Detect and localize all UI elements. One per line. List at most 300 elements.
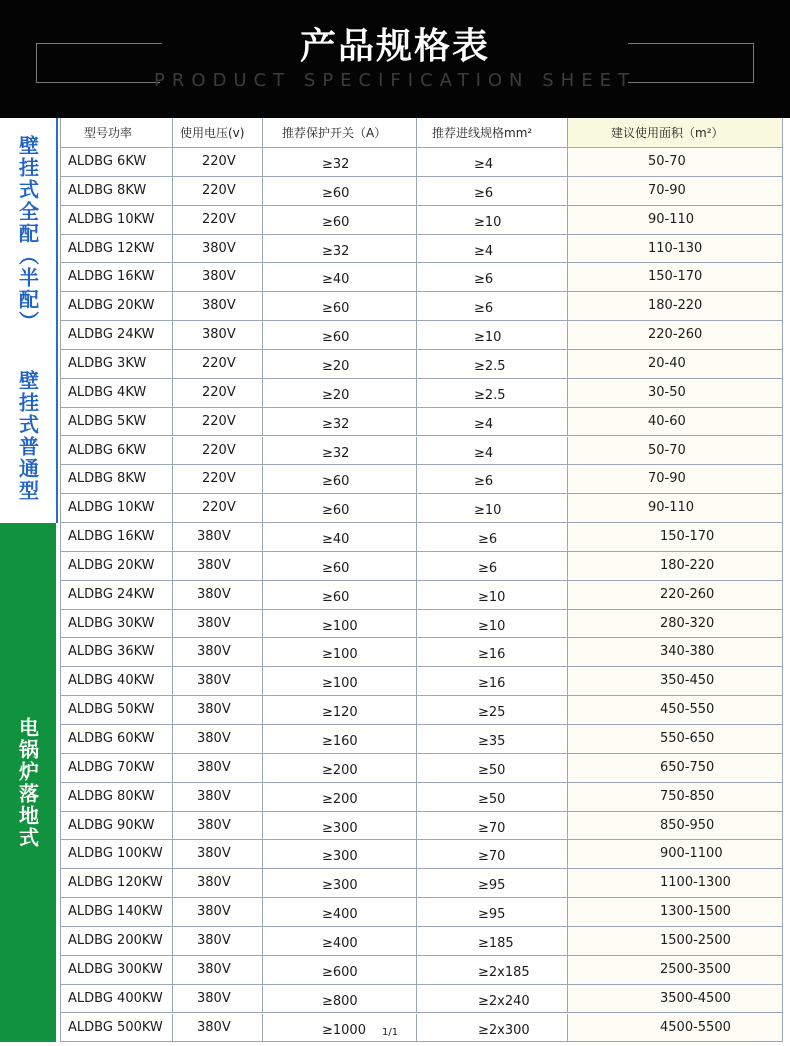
column-divider <box>416 1014 417 1043</box>
cell-model: ALDBG 80KW <box>68 788 155 804</box>
column-divider <box>567 177 568 206</box>
cell-model: ALDBG 5KW <box>68 413 147 429</box>
table-row <box>60 783 782 812</box>
column-divider <box>567 206 568 235</box>
cell-voltage: 380V <box>197 990 231 1006</box>
cell-area: 280-320 <box>660 615 715 631</box>
column-divider <box>416 638 417 667</box>
column-divider <box>416 552 417 581</box>
cell-cable: ≥10 <box>478 618 506 634</box>
cell-breaker: ≥32 <box>322 157 350 172</box>
cell-voltage: 380V <box>197 904 231 920</box>
column-divider <box>262 927 263 956</box>
column-divider <box>567 350 568 379</box>
column-divider <box>172 898 173 927</box>
page-title: 产品规格表 <box>299 26 490 67</box>
column-divider <box>567 725 568 754</box>
cell-model: ALDBG 3KW <box>68 355 147 371</box>
column-divider <box>567 754 568 783</box>
column-divider <box>172 581 173 610</box>
column-divider <box>567 812 568 841</box>
column-divider <box>262 177 263 206</box>
column-divider <box>416 350 417 379</box>
column-divider <box>416 956 417 985</box>
cell-area: 150-170 <box>660 529 715 545</box>
column-divider <box>172 725 173 754</box>
cell-breaker: ≥100 <box>322 618 358 634</box>
cell-cable: ≥2x240 <box>478 993 530 1009</box>
column-divider <box>567 465 568 494</box>
column-divider <box>262 696 263 725</box>
cell-breaker: ≥60 <box>322 503 350 519</box>
cell-model: ALDBG 10KW <box>68 500 155 516</box>
column-divider <box>262 667 263 696</box>
table-row <box>60 379 782 408</box>
cell-model: ALDBG 12KW <box>68 240 155 256</box>
cell-cable: ≥185 <box>478 935 514 951</box>
cell-area: 90-110 <box>648 211 695 227</box>
cell-model: ALDBG 24KW <box>68 586 155 602</box>
column-divider <box>172 437 173 466</box>
cell-area: 20-40 <box>648 355 686 371</box>
cell-model: ALDBG 16KW <box>68 529 155 545</box>
column-divider <box>262 263 263 292</box>
cell-breaker: ≥20 <box>322 387 350 403</box>
cell-area: 1500-2500 <box>660 932 731 948</box>
cell-breaker: ≥32 <box>322 416 350 432</box>
cell-model: ALDBG 20KW <box>68 298 155 314</box>
cell-breaker: ≥32 <box>322 243 350 259</box>
cell-area: 180-220 <box>660 557 715 573</box>
cell-voltage: 380V <box>197 932 231 948</box>
table-row <box>60 927 782 956</box>
cell-cable: ≥4 <box>474 416 494 432</box>
column-divider <box>262 408 263 437</box>
cell-area: 40-60 <box>648 413 686 429</box>
column-divider <box>172 610 173 639</box>
cell-area: 70-90 <box>648 182 686 198</box>
column-divider <box>416 321 417 350</box>
cell-cable: ≥6 <box>474 272 494 288</box>
column-divider <box>262 754 263 783</box>
cell-model: ALDBG 40KW <box>68 673 155 689</box>
cell-cable: ≥2x185 <box>478 964 530 980</box>
cell-cable: ≥4 <box>474 445 494 461</box>
cell-voltage: 380V <box>197 759 231 775</box>
table-row <box>60 292 782 321</box>
cell-model: ALDBG 20KW <box>68 557 155 573</box>
cell-breaker: ≥60 <box>322 185 350 201</box>
cell-voltage: 220V <box>202 182 236 198</box>
column-divider <box>416 292 417 321</box>
column-divider <box>262 783 263 812</box>
column-divider <box>172 379 173 408</box>
cell-model: ALDBG 300KW <box>68 961 163 977</box>
column-divider <box>567 494 568 523</box>
cell-cable: ≥6 <box>474 301 494 317</box>
cell-model: ALDBG 16KW <box>68 269 155 285</box>
cell-voltage: 380V <box>197 788 231 804</box>
column-divider <box>416 783 417 812</box>
header-rule-right-top <box>628 43 754 44</box>
cell-area: 50-70 <box>648 154 686 169</box>
cell-model: ALDBG 8KW <box>68 182 147 198</box>
column-divider <box>262 235 263 264</box>
column-divider <box>567 235 568 264</box>
group-label: 电锅炉落地式 <box>15 716 40 849</box>
column-divider <box>567 581 568 610</box>
cell-area: 3500-4500 <box>660 990 731 1006</box>
cell-model: ALDBG 8KW <box>68 471 147 487</box>
column-divider <box>416 754 417 783</box>
cell-model: ALDBG 30KW <box>68 615 155 631</box>
column-divider <box>416 118 417 148</box>
cell-voltage: 220V <box>202 355 236 371</box>
table-row <box>60 465 782 494</box>
cell-voltage: 380V <box>197 557 231 573</box>
column-divider <box>172 523 173 552</box>
column-divider <box>567 638 568 667</box>
column-divider <box>172 956 173 985</box>
cell-area: 150-170 <box>648 269 703 285</box>
column-divider <box>416 177 417 206</box>
column-divider <box>567 1014 568 1043</box>
cell-breaker: ≥300 <box>322 878 358 894</box>
column-divider <box>172 985 173 1014</box>
table-row <box>60 610 782 639</box>
column-divider <box>262 610 263 639</box>
cell-voltage: 220V <box>202 442 236 458</box>
column-divider <box>172 408 173 437</box>
cell-cable: ≥6 <box>478 532 498 548</box>
column-divider <box>567 263 568 292</box>
cell-voltage: 380V <box>202 327 236 343</box>
column-divider <box>567 610 568 639</box>
cell-voltage: 220V <box>202 413 236 429</box>
cell-voltage: 380V <box>202 298 236 314</box>
table-row <box>60 263 782 292</box>
column-divider <box>416 898 417 927</box>
cell-area: 550-650 <box>660 731 715 746</box>
cell-breaker: ≥400 <box>322 907 358 923</box>
cell-area: 1300-1500 <box>660 904 731 920</box>
column-divider <box>262 148 263 177</box>
column-divider <box>172 754 173 783</box>
cell-cable: ≥6 <box>478 560 498 576</box>
table-header-row <box>60 118 782 148</box>
cell-model: ALDBG 6KW <box>68 154 147 169</box>
cell-area: 350-450 <box>660 673 715 689</box>
cell-breaker: ≥600 <box>322 964 358 980</box>
cell-model: ALDBG 4KW <box>68 384 147 400</box>
column-divider <box>172 552 173 581</box>
group-label: 壁挂式全配（半配） <box>15 134 40 333</box>
table-row <box>60 956 782 985</box>
cell-area: 850-950 <box>660 817 715 833</box>
cell-voltage: 220V <box>202 211 236 227</box>
column-divider <box>416 840 417 869</box>
column-divider <box>567 696 568 725</box>
cell-voltage: 380V <box>197 961 231 977</box>
cell-area: 340-380 <box>660 644 715 660</box>
column-divider <box>416 523 417 552</box>
column-header-cable: 推荐进线规格mm² <box>432 126 533 140</box>
cell-breaker: ≥60 <box>322 560 350 576</box>
cell-area: 180-220 <box>648 298 703 314</box>
cell-voltage: 220V <box>202 154 236 169</box>
cell-model: ALDBG 100KW <box>68 846 163 862</box>
cell-area: 2500-3500 <box>660 961 731 977</box>
column-divider <box>262 437 263 466</box>
column-divider <box>567 321 568 350</box>
side-label-standard <box>0 350 58 523</box>
column-divider <box>416 667 417 696</box>
cell-cable: ≥10 <box>474 503 502 519</box>
table-row <box>60 638 782 667</box>
cell-cable: ≥95 <box>478 878 506 894</box>
header-rule-left-top <box>36 43 162 44</box>
cell-cable: ≥10 <box>474 214 502 230</box>
cell-model: ALDBG 50KW <box>68 702 155 718</box>
column-divider <box>172 321 173 350</box>
column-divider <box>262 494 263 523</box>
cell-voltage: 380V <box>197 586 231 602</box>
table-row <box>60 206 782 235</box>
cell-cable: ≥16 <box>478 647 506 663</box>
page-subtitle: PRODUCT SPECIFICATION SHEET <box>154 70 636 91</box>
column-divider <box>262 956 263 985</box>
cell-area: 70-90 <box>648 471 686 487</box>
column-divider <box>172 667 173 696</box>
table-row <box>60 667 782 696</box>
cell-area: 90-110 <box>648 500 695 516</box>
column-divider <box>567 667 568 696</box>
table-right-border <box>782 118 783 1042</box>
table-row <box>60 350 782 379</box>
column-divider <box>567 956 568 985</box>
cell-cable: ≥6 <box>474 474 494 490</box>
cell-cable: ≥4 <box>474 243 494 259</box>
column-divider <box>416 465 417 494</box>
column-divider <box>172 840 173 869</box>
cell-area: 750-850 <box>660 788 715 804</box>
column-divider <box>172 148 173 177</box>
column-divider <box>416 985 417 1014</box>
column-divider <box>172 292 173 321</box>
column-divider <box>172 350 173 379</box>
cell-breaker: ≥300 <box>322 849 358 865</box>
side-label-full-config <box>0 118 58 350</box>
table-row <box>60 1014 782 1043</box>
column-divider <box>172 869 173 898</box>
cell-area: 110-130 <box>648 240 703 256</box>
cell-cable: ≥2.5 <box>474 358 506 374</box>
column-divider <box>567 869 568 898</box>
column-divider <box>172 235 173 264</box>
cell-area: 4500-5500 <box>660 1019 731 1035</box>
cell-voltage: 380V <box>197 615 231 631</box>
column-divider <box>567 408 568 437</box>
column-divider <box>567 292 568 321</box>
side-label-floor-boiler <box>0 523 56 1042</box>
table-row <box>60 437 782 466</box>
cell-voltage: 380V <box>202 240 236 256</box>
table-row <box>60 581 782 610</box>
table-row <box>60 494 782 523</box>
cell-area: 220-260 <box>660 586 715 602</box>
column-header-area: 建议使用面积（m²） <box>611 126 724 140</box>
cell-breaker: ≥400 <box>322 935 358 951</box>
column-divider <box>262 206 263 235</box>
column-divider <box>416 581 417 610</box>
page-header <box>0 0 790 118</box>
cell-cable: ≥35 <box>478 734 506 749</box>
table-row <box>60 696 782 725</box>
cell-model: ALDBG 36KW <box>68 644 155 660</box>
column-divider <box>416 610 417 639</box>
cell-breaker: ≥200 <box>322 791 358 807</box>
cell-cable: ≥25 <box>478 705 506 721</box>
cell-cable: ≥6 <box>474 185 494 201</box>
table-row <box>60 754 782 783</box>
table-row <box>60 235 782 264</box>
cell-voltage: 380V <box>197 702 231 718</box>
cell-cable: ≥50 <box>478 791 506 807</box>
cell-model: ALDBG 24KW <box>68 327 155 343</box>
column-divider <box>416 437 417 466</box>
cell-model: ALDBG 200KW <box>68 932 163 948</box>
cell-breaker: ≥60 <box>322 474 350 490</box>
column-divider <box>172 465 173 494</box>
column-divider <box>262 350 263 379</box>
column-divider <box>262 725 263 754</box>
cell-voltage: 380V <box>197 846 231 862</box>
table-row <box>60 898 782 927</box>
column-header-breaker: 推荐保护开关（A） <box>282 126 387 140</box>
column-divider <box>172 263 173 292</box>
column-divider <box>172 206 173 235</box>
table-left-border <box>60 118 61 1042</box>
cell-model: ALDBG 6KW <box>68 442 147 458</box>
cell-voltage: 380V <box>197 731 231 746</box>
cell-breaker: ≥40 <box>322 272 350 288</box>
column-divider <box>416 927 417 956</box>
column-divider <box>172 118 173 148</box>
cell-breaker: ≥60 <box>322 301 350 317</box>
cell-breaker: ≥60 <box>322 330 350 346</box>
table-row <box>60 869 782 898</box>
cell-cable: ≥4 <box>474 157 494 172</box>
table-row <box>60 523 782 552</box>
cell-model: ALDBG 70KW <box>68 759 155 775</box>
table-row <box>60 812 782 841</box>
column-divider <box>262 379 263 408</box>
cell-voltage: 380V <box>197 1019 231 1035</box>
column-divider <box>262 812 263 841</box>
column-divider <box>172 783 173 812</box>
column-divider <box>172 494 173 523</box>
cell-model: ALDBG 500KW <box>68 1019 163 1035</box>
column-divider <box>262 1014 263 1043</box>
cell-breaker: ≥40 <box>322 532 350 548</box>
column-divider <box>416 812 417 841</box>
table-row <box>60 148 782 177</box>
cell-breaker: ≥1000 <box>322 1022 366 1038</box>
cell-breaker: ≥100 <box>322 676 358 692</box>
column-divider <box>567 898 568 927</box>
cell-area: 900-1100 <box>660 846 723 862</box>
cell-area: 50-70 <box>648 442 686 458</box>
column-divider <box>416 206 417 235</box>
cell-model: ALDBG 90KW <box>68 817 155 833</box>
column-divider <box>416 235 417 264</box>
column-divider <box>567 927 568 956</box>
column-divider <box>567 783 568 812</box>
cell-cable: ≥70 <box>478 849 506 865</box>
column-divider <box>416 696 417 725</box>
cell-cable: ≥2x300 <box>478 1022 530 1038</box>
column-divider <box>567 552 568 581</box>
table-row <box>60 552 782 581</box>
group-label: 壁挂式普通型 <box>15 370 40 503</box>
cell-breaker: ≥800 <box>322 993 358 1009</box>
cell-breaker: ≥300 <box>322 820 358 836</box>
column-divider <box>567 379 568 408</box>
column-divider <box>172 177 173 206</box>
cell-cable: ≥50 <box>478 762 506 778</box>
column-divider <box>262 118 263 148</box>
column-divider <box>567 985 568 1014</box>
cell-cable: ≥10 <box>474 330 502 346</box>
cell-voltage: 380V <box>197 644 231 660</box>
column-divider <box>172 638 173 667</box>
column-divider <box>262 321 263 350</box>
table-row <box>60 725 782 754</box>
column-divider <box>262 581 263 610</box>
cell-cable: ≥10 <box>478 589 506 605</box>
cell-voltage: 380V <box>197 817 231 833</box>
table-row <box>60 177 782 206</box>
cell-breaker: ≥60 <box>322 214 350 230</box>
column-divider <box>262 638 263 667</box>
cell-cable: ≥16 <box>478 676 506 692</box>
column-divider <box>172 927 173 956</box>
column-divider <box>567 437 568 466</box>
column-divider <box>567 118 568 148</box>
column-divider <box>262 552 263 581</box>
cell-voltage: 220V <box>202 500 236 516</box>
column-divider <box>416 263 417 292</box>
column-divider <box>172 812 173 841</box>
column-divider <box>416 869 417 898</box>
column-divider <box>172 696 173 725</box>
cell-voltage: 220V <box>202 471 236 487</box>
cell-cable: ≥95 <box>478 907 506 923</box>
table-row <box>60 408 782 437</box>
cell-area: 650-750 <box>660 759 715 775</box>
table-row <box>60 321 782 350</box>
column-divider <box>172 1014 173 1043</box>
cell-model: ALDBG 60KW <box>68 731 155 746</box>
cell-voltage: 380V <box>197 673 231 689</box>
column-header-model: 型号功率 <box>84 126 133 140</box>
cell-voltage: 380V <box>197 875 231 891</box>
column-divider <box>262 292 263 321</box>
cell-area: 1100-1300 <box>660 875 731 891</box>
column-divider <box>416 725 417 754</box>
table-row <box>60 985 782 1014</box>
page-number: 1/1 <box>382 1027 399 1038</box>
